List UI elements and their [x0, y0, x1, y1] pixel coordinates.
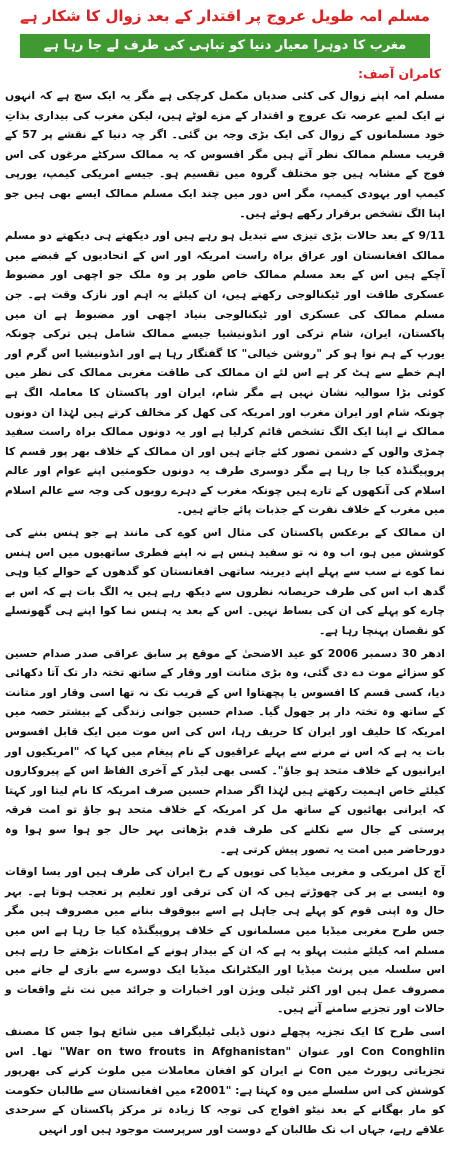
- article-paragraph-4: ادھر 30 دسمبر 2006 کو عید الاضحیٰ کے موقع پر سابق عراقی صدر صدام حسین کو سزائے موت دے دی گئی، وہ بڑی متانت اور وقار کے ساتھ تختہ دار تک آتا دکھائی دیا، کسی قسم کا افسوس یا پچھتاوا اس کے قریب تک نہ تھا اسی وقار اور متانت کے ساتھ وہ تختہ دار پر جھول گیا۔ صدام حسین جوانی زندگی کے بیشتر حصہ میں امریکہ کا حلیف اور ایران کا حریف رہا، اس کی اس موت میں ایک قابل افسوس بات یہ ہے کہ اس نے مرنے سے پہلے عراقیوں کے نام پیغام میں کہا کہ "امریکیوں اور ایرانیوں کے خلاف متحد ہو جاؤ"۔ کسی بھی لیڈر کے آخری الفاظ اس کے پیروکاروں کیلئے خاص اہمیت رکھتے ہیں لہٰذا اگر صدام حسین صرف امریکہ کا نام لیتا اور کہتا کہ ایرانی بھائیوں کے ساتھ مل کر امریکہ کے خلاف متحد ہو جاؤ تو امت فرقہ پرستی کے جال سے نکلنے کی طرف قدم بڑھاتی بہر حال جو ہوا سو ہوا وہ دورحاضر میں امت یہ تصور پیش کرتی ہے۔: [5, 646, 446, 856]
- article-paragraph-3: ان ممالک کے برعکس پاکستان کی مثال اس کوے کی مانند ہے جو ہنس بننے کی کوشش میں ہو، اب وہ نہ تو سفید ہنس ہے نہ اپنے فطری ساتھیوں میں اس ہنس نما کوے نے سب سے پہلے اپنے دیرینہ ساتھی افغانستان کو گدھوں کے حوالے کیا وہی گدھ اب اس کی طرف حریصانہ نظروں سے دیکھ رہے ہیں یہ الگ بات ہے کہ اس بے چارے کو پہلے کی ان کی بساط نہیں۔ اس کے بعد یہ ہنس نما کوا اپنے ہی گھونسلے کو نقصان پہنچا رہا ہے۔: [5, 526, 445, 638]
- author-name: کامران آصف:: [357, 66, 441, 81]
- headline: مسلم امہ طویل عروج پر اقتدار کے بعد زوال کا شکار ہے: [20, 7, 430, 25]
- article-paragraph-2: 9/11 کے بعد حالات بڑی تیزی سے تبدیل ہو رہے ہیں اور دیکھتے ہی دیکھتے دو مسلم ممالک افغانستان اور عراق براہ راست امریکہ اور اس کے اتحادیوں کے قبضے میں آچکے ہیں اس کے بعد مسلم ممالک خاص طور پر وہ ملک جو اچھی اور مضبوط عسکری طاقت اور ٹیکنالوجی رکھتے ہیں، ان کیلئے یہ اہم اور نازک وقت ہے۔ جن مسلم ممالک کی عسکری اور ٹیکنالوجی بنیاد اچھی اور مضبوط ہے ان میں پاکستان، ایران، شام ترکی اور انڈونیشیا جیسے ممالک شامل ہیں ترکی چونکہ یورپ کے ہم نوا ہو کر "روشن خیالی" کا گفتگار رہا ہے اور انڈونیشیا اس گرم اور اہم خطے سے ہٹ کر ہے اس لئے ان ممالک کی طاقت مغربی ممالک کی نظر میں کوئی بڑا سوالیہ نشان نہیں ہے مگر شام، ایران اور پاکستان کا معاملہ الگ ہے چونکہ شام اور ایران مغرب اور امریکہ کی کھل کر مخالف کرتے ہیں لہٰذا ان دونوں ممالک نے اپنا ایک الگ تشخص قائم کرلیا ہے اور یہ دونوں ممالک براہ راست سفید چمڑی والوں کے دشمن تصور کئے جاتے ہیں اور ان ممالک کے خلاف بھر پور قسم کا پروپیگنڈہ کیا جا رہا ہے مگر دوسری طرف یہ دونوں حکومتیں اپنے عوام اور عالم اسلام کی آنکھوں کے تارے ہیں چونکہ مغرب کے دہرے رویوں کی وجہ سے عالم اسلام میں مغرب کے خلاف نفرت کے جذبات پائے جاتے ہیں۔: [5, 229, 445, 517]
- article-paragraph-6: اسی طرح کا ایک تجزیہ پچھلے دنوں ڈیلی ٹیلیگراف میں شائع ہوا جس کا مصنف Con Conghlin اور عنوان "War on two frouts in Afghanistan" تھا۔ اس تجزیاتی رپورٹ میں Con نے ایران کو افغان معاملات میں ملوث کرنے کی بھرپور کوشش کی اس سلسلے میں وہ کہتا ہے: "2001ء میں افغانستان سے طالبان حکومت کو مار بھگانے کے بعد نیٹو افواج کی توجہ کا زیادہ تر مرکز پاکستان کے سرحدی علاقے رہے، جہاں اب تک طالبان کے دوست اور سرپرست موجود ہیں اور انہیں: [5, 1024, 446, 1136]
- subheadline-bar: مغرب کا دوہرا معیار دنیا کو تباہی کی طرف لے جا رہا ہے: [20, 34, 430, 58]
- article-paragraph-5: آج کل امریکی و مغربی میڈیا کی توپوں کے رخ ایران کی طرف ہیں اور یسا اوقات وہ ایسی بے پر کی چھوڑتے ہیں کہ ان کی ترقی اور تعلیم پر تعجب ہوتا ہے۔ بہر حال وہ اپنی قوم کو پہلے ہی جاہل ہے اسے بیوقوف بنانے میں مصروف ہیں مگر جس طرح مغربی میڈیا میں مسلمانوں کے خلاف پروپیگنڈہ کیا جا رہا ہے اس میں مسلم امہ کیلئے مثبت پہلو یہ ہے کہ ان کے بیدار ہونے کے امکانات بڑھتے جا رہے ہیں اس سلسلہ میں پرنٹ میڈیا اور الیکٹرانک میڈیا ایک دوسرے سے بازی لے جانے میں مصروف عمل ہیں اور اکثر ٹیلی ویژن اور اخبارات و جرائد میں نت نئے واقعات و حالات اور تجزیے سامنے آتے ہیں۔: [5, 865, 445, 1016]
- article-paragraph-1: مسلم امہ اپنے زوال کی کئی صدیاں مکمل کرچکی ہے مگر یہ ایک سچ ہے کہ انہوں نے ایک لمبے عرصہ تک عروج و اقتدار کے مزے لوٹے ہیں، لیکن مغرب کی بیداری بذاتِ خود مسلمانوں کے زوال کی ایک بڑی وجہ بن گئی۔ اگر چہ دنیا کے نقشے پر 57 کے قریب مسلم ممالک نظر آتے ہیں مگر افسوس کہ یہ ممالک سرکٹے مرغوں کی اس فوج کے مشابہ ہیں جو مختلف گروہ میں تقسیم ہو۔ جیسے امریکی کیمپ، یورپی کیمپ اور یہودی کیمپ، مگر اس دور میں چند ایک مسلم ممالک ایسے بھی ہیں جو اپنا الگ تشخص برقرار رکھے ہوئے ہیں۔: [5, 89, 445, 220]
